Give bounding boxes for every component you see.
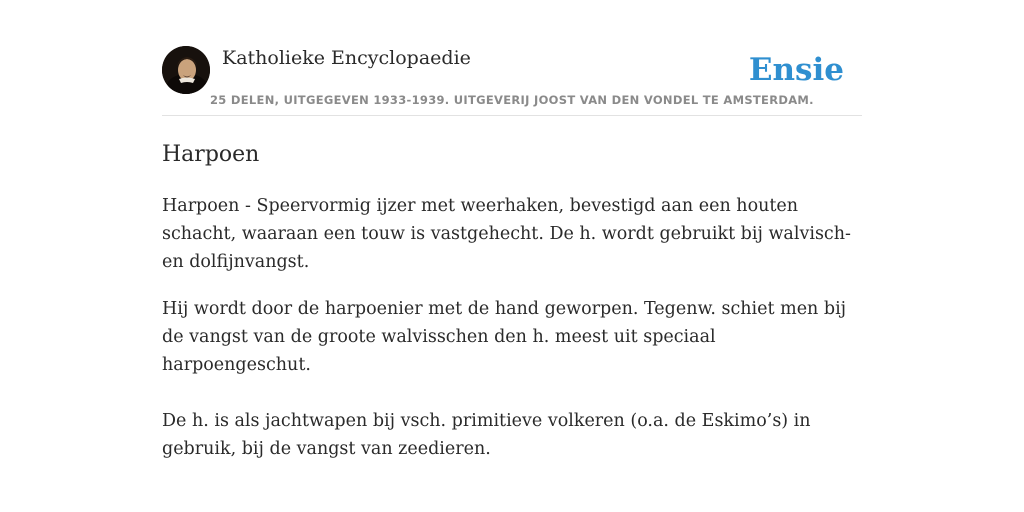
source-header: [162, 46, 862, 116]
ensie-logo-link[interactable]: Ensie: [748, 52, 844, 88]
article-title: Harpoen: [162, 142, 260, 167]
portrait-icon: [162, 46, 210, 94]
source-title[interactable]: Katholieke Encyclopaedie: [222, 47, 471, 69]
article-paragraph: Harpoen - Speervormig ijzer met weerhaken, bevestigd aan een houten schacht, waaraan een touw is vastgehecht. De h. wordt gebruikt bij walvisch- en dolfijnvangst.: [162, 196, 851, 272]
source-avatar[interactable]: [162, 46, 210, 94]
article: [162, 138, 862, 463]
article-paragraph: De h. is als jachtwapen bij vsch. primitieve volkeren (o.a. de Eskimo’s) in gebruik, bij de vangst van zeedieren.: [162, 411, 811, 459]
article-paragraph: Hij wordt door de harpoenier met de hand geworpen. Tegenw. schiet men bij de vangst van de groote walvisschen den h. meest uit speciaal harpoengeschut.: [162, 299, 847, 375]
source-subtitle: 25 DELEN, UITGEGEVEN 1933-1939. UITGEVERIJ JOOST VAN DEN VONDEL TE AMSTERDAM.: [210, 93, 814, 107]
